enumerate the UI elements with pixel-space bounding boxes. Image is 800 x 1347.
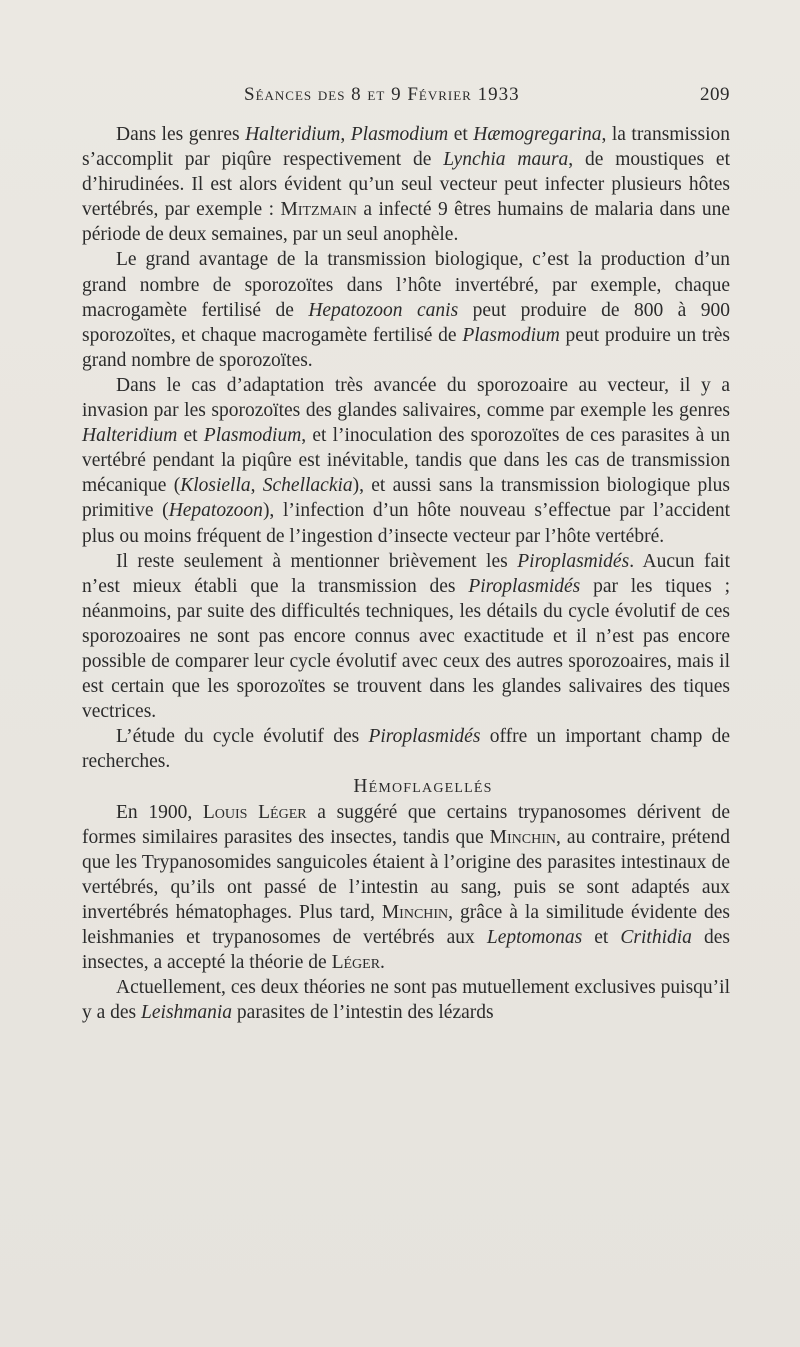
text-run: , — [250, 475, 263, 497]
author-name: Minchin — [381, 901, 449, 923]
italic-term: Piroplasmidés — [368, 726, 481, 748]
text-run: ), et aussi sans la transmission biologique plus primitive ( — [82, 475, 730, 522]
text-run: et — [582, 927, 621, 948]
paragraph — [82, 373, 730, 549]
paragraph — [82, 122, 730, 247]
paragraph — [82, 800, 730, 976]
text-run: offre un important champ de recherches. — [82, 726, 730, 773]
text-run: ), l’infection d’un hôte nouveau s’effectue par l’accident plus ou moins fréquent de l’ingestion d’insecte vecteur par l’hôte vertébré. — [82, 500, 731, 547]
text-run: et — [177, 425, 204, 447]
body-text — [82, 122, 730, 1025]
italic-term: Plasmodium — [203, 425, 302, 447]
italic-term: Schellackia — [262, 475, 353, 497]
paragraph — [82, 549, 730, 725]
text-run: Dans les genres — [116, 124, 246, 145]
text-run: parasites de l’intestin des lézards — [232, 1002, 494, 1024]
text-run: peut produire un très grand nombre de sporozoïtes. — [82, 324, 730, 371]
text-run: , — [340, 124, 351, 145]
italic-term: Crithidia — [620, 927, 692, 948]
italic-term: Piroplasmidés — [517, 550, 630, 572]
text-run: a infecté 9 êtres humains de malaria dans une période de deux semaines, par un seul anophèle. — [82, 199, 731, 246]
italic-term: Hæmogregarina — [473, 124, 602, 145]
text-run: , la transmission s’accomplit par piqûre respectivement de — [82, 124, 730, 171]
italic-term: Plasmodium — [462, 324, 560, 346]
text-run: Le grand avantage de la transmission biologique, c’est la production d’un grand nombre de sporozoïtes dans l’hôte invertébré, par exemple, chaque macrogamète fertilisé de — [82, 249, 730, 321]
text-run: Dans le cas d’adaptation très avancée du sporozoaire au vecteur, il y a invasion par les sporozoïtes des glandes salivaires, comme par exemple les genres — [82, 374, 730, 422]
author-name: Léger — [331, 952, 381, 974]
text-run: En 1900, — [116, 801, 203, 823]
paragraph — [82, 724, 730, 774]
text-run: . Aucun fait n’est mieux établi que la transmission des — [82, 550, 730, 597]
italic-term: Hepatozoon canis — [308, 299, 459, 321]
italic-term: Plasmodium — [350, 124, 449, 145]
page-number: 209 — [700, 84, 730, 105]
author-name: Mitzmain — [280, 199, 357, 221]
text-run: , grâce à la similitude évidente des leishmanies et trypanosomes de vertébrés aux — [82, 901, 730, 948]
text-run: des insectes, a accepté la théorie de — [82, 927, 730, 974]
italic-term: Leptomonas — [486, 927, 583, 948]
italic-term: Piroplasmidés — [468, 575, 581, 597]
italic-term: Hepatozoon — [168, 500, 263, 522]
running-header — [82, 84, 730, 114]
text-run: , et l’inoculation des sporozoïtes de ces parasites à un vertébré pendant la piqûre est inévitable, tandis que dans les cas de transmission mécanique ( — [82, 425, 730, 497]
paragraph — [82, 975, 730, 1025]
text-run: , de moustiques et d’hirudinées. Il est alors évident qu’un seul vecteur peut infecter plusieurs hôtes vertébrés, par exemple : — [82, 149, 730, 221]
italic-term: Halteridium — [245, 124, 341, 145]
text-run: a suggéré que certains trypanosomes dérivent de formes similaires parasites des insectes, tandis que — [82, 801, 730, 848]
text-run: , au contraire, prétend que les Trypanosomides sanguicoles étaient à l’origine des parasites intestinaux de vertébrés, qu’ils ont passé de l’intestin au sang, puis se sont adaptés aux invertébrés hématophages. Plus tard, — [82, 826, 730, 923]
italic-term: Klosiella — [180, 475, 251, 497]
text-run: L’étude du cycle évolutif des — [116, 726, 369, 748]
text-run: par les tiques ; néanmoins, par suite des difficultés techniques, les détails du cycle évolutif de ces sporozoaires ne sont pas encore connus avec exactitude et il n’est pas encore possible de comparer leur cycle évolutif avec ceux des autres sporozoaires, mais il est certain que les sporozoïtes se trouvent dans les glandes salivaires des tiques vectrices. — [82, 575, 731, 723]
text-run: . — [380, 952, 385, 974]
section-heading: Hémoflagellés — [353, 776, 493, 798]
running-title: Séances des 8 et 9 Février 1933 — [244, 84, 520, 105]
author-name: Minchin — [489, 826, 557, 848]
text-run: Il reste seulement à mentionner brièvement les — [116, 550, 518, 572]
italic-term: Leishmania — [141, 1002, 233, 1024]
text-run: peut produire de 800 à 900 sporozoïtes, et chaque macrogamète fertilisé de — [82, 299, 731, 346]
italic-term: Lynchia maura — [443, 149, 569, 171]
italic-term: Halteridium — [82, 425, 178, 447]
text-run: Actuellement, ces deux théories ne sont pas mutuellement exclusives puisqu’il y a des — [82, 977, 730, 1024]
paragraph — [82, 247, 730, 372]
text-run: et — [448, 124, 474, 145]
author-name: Louis Léger — [202, 801, 307, 823]
